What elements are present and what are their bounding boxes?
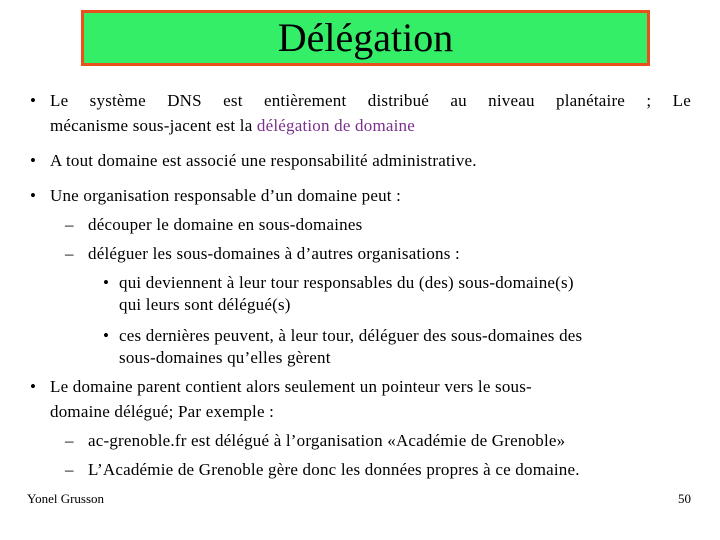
- footer-author: Yonel Grusson: [27, 491, 105, 506]
- sub-sub-item-1-line-1: qui deviennent à leur tour responsables du (des) sous-domaine(s): [119, 273, 574, 292]
- bullet-1-line-1: Le système DNS est entièrement distribué au niveau planétaire ; Le: [50, 91, 691, 110]
- page-number: 50: [678, 491, 691, 506]
- bullet-3: •: [30, 186, 36, 205]
- slide-title: Délégation: [277, 15, 454, 60]
- sub-sub-item-2-line-1: ces dernières peuvent, à leur tour, déléguer des sous-domaines des: [119, 326, 583, 345]
- bullet-2-text: A tout domaine est associé une responsabilité administrative.: [50, 151, 477, 170]
- sub-dash-2: –: [65, 244, 74, 263]
- sub-sub-bullet-2: •: [103, 326, 109, 345]
- bullet-4-line-1: Le domaine parent contient alors seulement un pointeur vers le sous-: [50, 377, 532, 396]
- example-1: ac-grenoble.fr est délégué à l’organisation «Académie de Grenoble»: [88, 431, 566, 450]
- bullet-2: •: [30, 151, 36, 170]
- example-dash-2: –: [65, 460, 74, 479]
- bullet-4: •: [30, 377, 36, 396]
- sub-item-1: découper le domaine en sous-domaines: [88, 215, 363, 234]
- title-box: [81, 10, 650, 66]
- sub-item-2: déléguer les sous-domaines à d’autres organisations :: [88, 244, 460, 263]
- bullet-4-line-2: domaine délégué; Par exemple :: [50, 402, 275, 421]
- example-dash-1: –: [65, 431, 74, 450]
- example-2: L’Académie de Grenoble gère donc les données propres à ce domaine.: [88, 460, 580, 479]
- bullet-3-intro: Une organisation responsable d’un domaine peut :: [50, 186, 402, 205]
- bullet-1-line-2: [50, 115, 415, 137]
- bullet-1: •: [30, 91, 36, 110]
- sub-dash-1: –: [65, 215, 74, 234]
- sub-sub-bullet-1: •: [103, 273, 109, 292]
- delegation-highlight: délégation de domaine: [256, 116, 415, 135]
- sub-sub-item-2-line-2: sous-domaines qu’elles gèrent: [119, 348, 331, 367]
- sub-sub-item-1-line-2: qui leurs sont délégué(s): [119, 295, 291, 314]
- bullet-1-line-2-text: mécanisme sous-jacent est la: [50, 116, 257, 135]
